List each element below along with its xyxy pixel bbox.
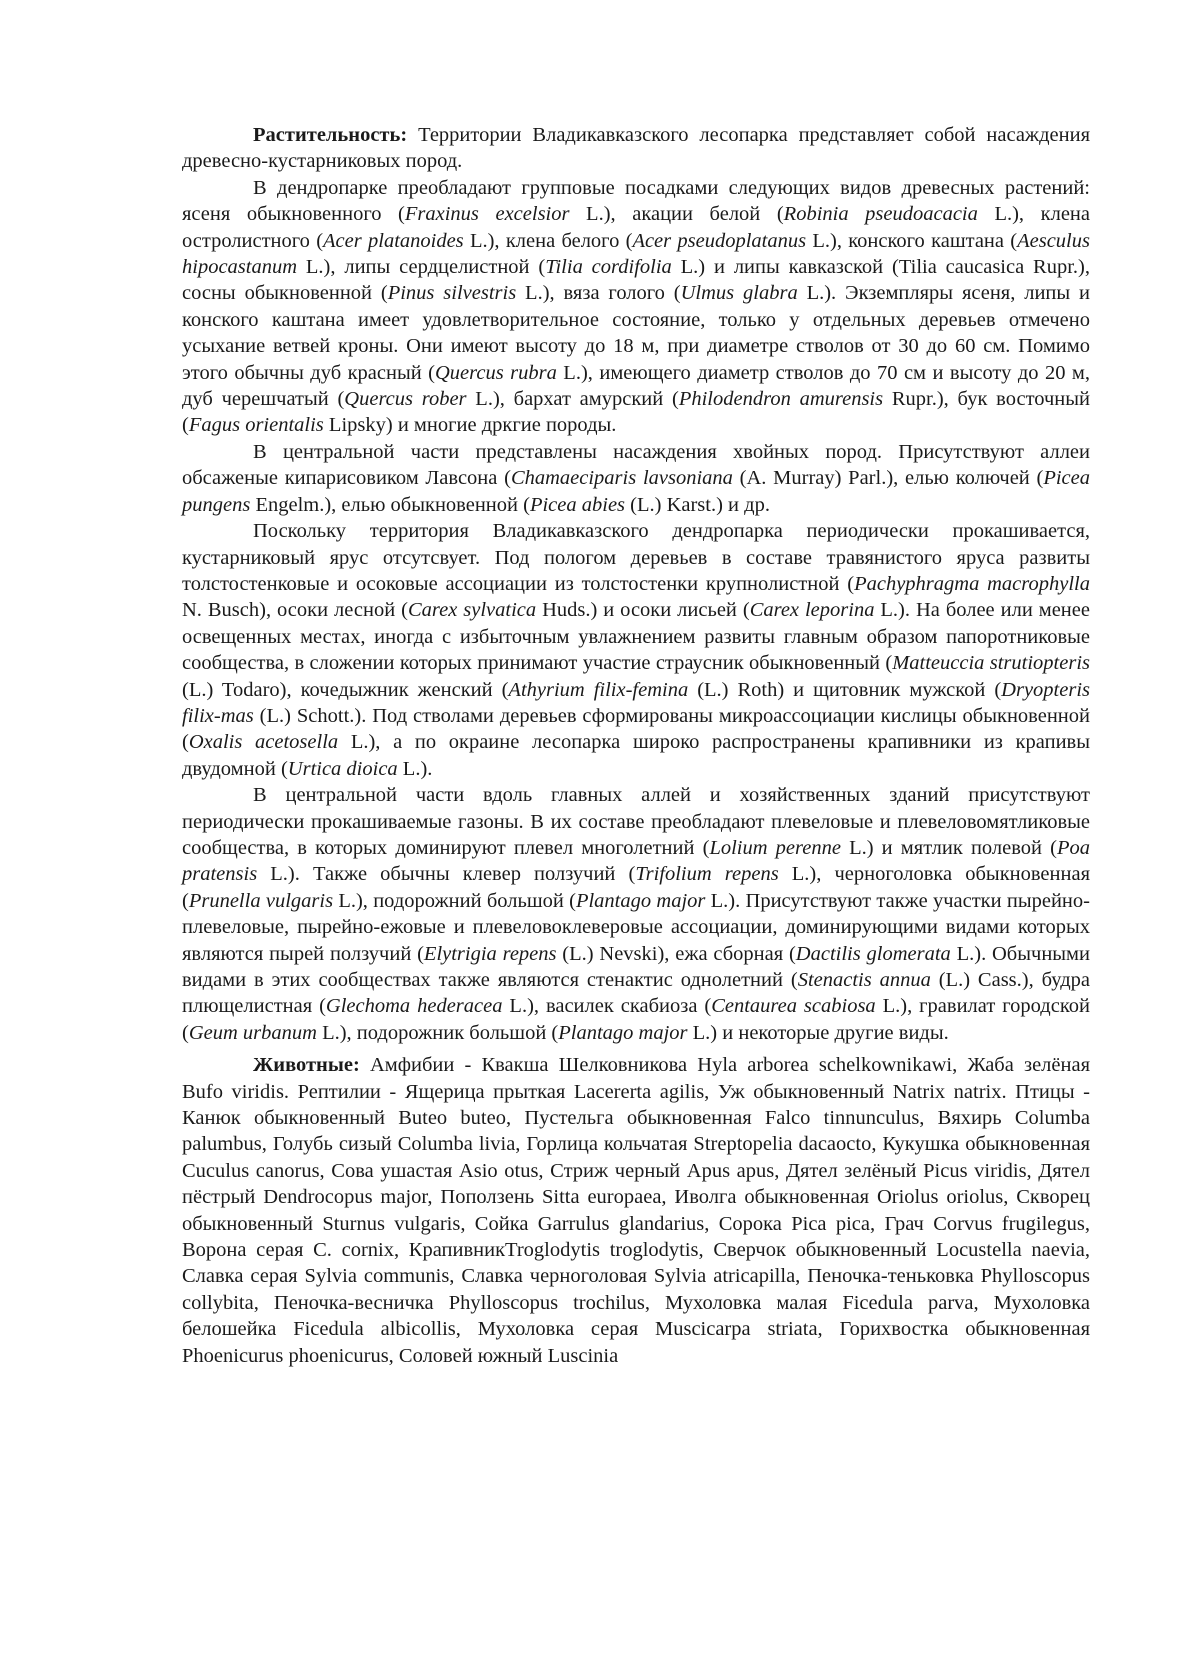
- text-run: В центральной части представлены насаждения хвойных пород. Присутствуют аллеи обсаженые кипарисовиком Лавсона (: [182, 440, 1090, 490]
- text-run: В центральной части вдоль главных аллей и хозяйственных зданий присутствуют периодически прокашиваемые газоны. В их составе преобладают плевеловые и плевеловомятликовые сообщества, в которых доминируют плевел многолетний (: [182, 784, 1090, 859]
- species-name: Urtica dioica: [287, 757, 398, 780]
- text-run: L.). Обычными видами в этих сообществах также являются стенактис однолетний (: [182, 942, 1091, 991]
- paragraph: [182, 782, 1090, 1046]
- species-name: Prunella vulgaris: [188, 889, 334, 912]
- species-name: Quercus rober: [344, 388, 467, 411]
- text-run: L.), вяза голого (: [516, 282, 681, 305]
- text-run: L.) и липы кавказской (Tilia caucasica Rupr.), сосны обыкновенной (: [182, 256, 1090, 305]
- species-name: Plantago major: [558, 1021, 688, 1044]
- text-run: (L.) Roth) и щитовник мужской (: [688, 678, 1002, 701]
- text-run: L.), а по окраине лесопарка широко распространены крапивники из крапивы двудомной (: [182, 731, 1090, 780]
- text-run: L.).: [397, 757, 433, 780]
- species-name: Dryopteris filix-mas: [182, 678, 1090, 727]
- text-run: L.). Также обычны клевер ползучий (: [257, 863, 636, 886]
- text-run: L.), подорожник большой (: [316, 1021, 559, 1044]
- text-run: Территории Владикавказского лесопарка представляет собой насаждения древесно-кустарниковых пород.: [182, 124, 1090, 173]
- paragraph: [182, 175, 1090, 439]
- species-name: Pachyphragma macrophylla: [854, 572, 1090, 595]
- species-name: Chamaeciparis lavsoniana: [510, 467, 733, 490]
- text-run: L.). На более или менее освещенных местах, иногда с избыточным увлажнением развиты главным образом папоротниковые сообщества, в сложении которых принимают участие страусник обыкновенный (: [182, 599, 1090, 675]
- text-run: L.) и мятлик полевой (: [840, 836, 1057, 859]
- species-name: Oxalis acetosella: [188, 731, 339, 754]
- text-run: L.), конского каштана (: [806, 229, 1018, 252]
- text-run: L.), черноголовка обыкновенная (: [182, 863, 1090, 912]
- text-run: Engelm.), елью обыкновенной (: [250, 493, 530, 516]
- text-run: В дендропарке преобладают групповые посадками следующих видов древесных растений: ясеня обыкновенного (: [182, 176, 1090, 226]
- text-run: (L.) Todaro), кочедыжник женский (: [182, 678, 509, 701]
- species-name: Glechoma hederacea: [325, 995, 503, 1018]
- species-name: Acer platanoides: [323, 229, 464, 252]
- species-name: Carex leporina: [749, 599, 875, 622]
- species-name: Acer pseudoplatanus: [632, 229, 807, 252]
- species-name: Centaurea scabiosa: [711, 995, 876, 1018]
- species-name: Pinus silvestris: [387, 282, 517, 305]
- species-name: Quercus rubra: [435, 361, 557, 384]
- text-run: (L.) Karst.) и др.: [625, 493, 770, 516]
- species-name: Picea pungens: [182, 467, 1090, 516]
- text-run: Huds.) и осоки лисьей (: [536, 599, 750, 622]
- section-heading: Растительность:: [253, 124, 408, 146]
- text-run: Амфибии - Квакша Шелковникова Hyla arborea schelkownikawi, Жаба зелёная Bufo viridis. Рептилии - Ящерица прыткая Lacererta agilis, Уж обыкновенный Natrix natrix. Птицы - Канюк обыкновенный Buteo buteo, Пустельга обыкновенная Falco tinnunculus, Вяхирь Columba palumbus, Голубь сизый Columba livia, Горлица кольчатая Streptopelia dacaocto, Кукушка обыкновенная Cuculus canorus, Сова ушастая Asio otus, Стриж черный Apus apus, Дятел зелёный Picus viridis, Дятел пёстрый Dendrocopus major, Поползень Sitta europaea, Иволга обыкновенная Oriolus oriolus, Скворец обыкновенный Sturnus vulgaris, Сойка Garrulus glandarius, Сорока Pica pica, Грач Corvus frugilegus, Ворона серая C. cornix, КрапивникTroglodytis troglodytis, Сверчок обыкновенный Locustella naevia, Славка серая Sylvia communis, Славка черноголовая Sylvia atricapilla, Пеночка-теньковка Phylloscopus collybita, Пеночка-весничка Phylloscopus trochilus, Мухоловка малая Ficedula parva, Мухоловка белошейка Ficedula albicollis, Мухоловка серая Muscicarpa striata, Горихвостка обыкновенная Phoenicurus phoenicurus, Соловей южный Luscinia: [182, 1054, 1090, 1367]
- text-run: L.), липы сердцелистной (: [297, 256, 546, 279]
- species-name: Matteuccia strutiopteris: [892, 652, 1090, 675]
- text-run: L.). Экземпляры ясеня, липы и конского каштана имеет удовлетворительное состояние, только у отдельных деревьев отмечено усыхание ветвей кроны. Они имеют высоту до 18 м, при диаметре стволов от 30 до 60 см. Помимо этого обычны дуб красный (: [182, 282, 1090, 384]
- text-run: Rupr.), бук восточный (: [182, 388, 1090, 437]
- species-name: Dactilis glomerata: [795, 942, 951, 965]
- text-run: L.), гравилат городской (: [182, 995, 1090, 1044]
- species-name: Tilia cordifolia: [545, 256, 672, 279]
- species-name: Robinia pseudoacacia: [783, 203, 978, 226]
- text-run: Lipsky) и многие дркгие породы.: [323, 414, 617, 437]
- text-run: L.), имеющего диаметр стволов до 70 см и высоту до 20 м, дуб черешчатый (: [182, 361, 1090, 411]
- species-name: Geum urbanum: [188, 1021, 317, 1044]
- text-run: L.). Присутствуют также участки пырейно-плевеловые, пырейно-ежовые и плевеловоклеверовые ассоциации, доминирующими видами которых являются пырей ползучий (: [182, 889, 1090, 965]
- species-name: Ulmus glabra: [680, 282, 798, 305]
- species-name: Philodendron amurensis: [678, 388, 884, 411]
- section-heading: Животные:: [253, 1054, 360, 1077]
- text-run: L.), клена белого (: [463, 229, 633, 252]
- species-name: Fagus orientalis: [188, 414, 324, 437]
- text-run: (L.) Nevski), ежа сборная (: [556, 942, 796, 965]
- species-name: Elytrigia repens: [423, 942, 557, 965]
- text-run: L.) и некоторые другие виды.: [687, 1021, 949, 1044]
- species-name: Carex sylvatica: [407, 599, 537, 622]
- species-name: Picea abies: [529, 493, 626, 516]
- species-name: Athyrium filix-femina: [508, 678, 689, 701]
- text-run: L.), бархат амурский (: [466, 388, 679, 411]
- species-name: Stenactis annua: [797, 969, 931, 991]
- paragraph: [182, 1052, 1090, 1369]
- species-name: Poa pratensis: [182, 836, 1090, 886]
- text-run: L.), василек скабиоза (: [502, 995, 712, 1018]
- paragraph: [182, 439, 1090, 518]
- text-run: (L.) Schott.). Под стволами деревьев сформированы микроассоциации кислицы обыкновенной (: [182, 704, 1090, 754]
- species-name: Aesculus hipocastanum: [182, 229, 1090, 279]
- text-run: L.), акации белой (: [569, 203, 784, 226]
- paragraph: [182, 518, 1090, 782]
- species-name: Fraxinus excelsior: [404, 203, 570, 226]
- text-run: L.), подорожний большой (: [333, 889, 576, 912]
- text-run: N. Busch), осоки лесной (: [182, 599, 408, 622]
- species-name: Plantago major: [575, 889, 706, 912]
- paragraph: [182, 122, 1090, 175]
- text-run: (L.) Cass.), будра плющелистная (: [182, 969, 1091, 1018]
- species-name: Trifolium repens: [635, 863, 779, 886]
- species-name: Lolium perenne: [709, 836, 841, 859]
- text-run: L.), клена остролистного (: [182, 203, 1090, 252]
- text-run: Поскольку территория Владикавказского дендропарка периодически прокашивается, кустарниковый ярус отсутсвует. Под пологом деревьев в составе травянистого яруса развиты толстостенковые и осоковые ассоциации из толстостенки крупнолистной (: [182, 520, 1090, 595]
- text-run: (A. Murray) Parl.), елью колючей (: [732, 467, 1044, 490]
